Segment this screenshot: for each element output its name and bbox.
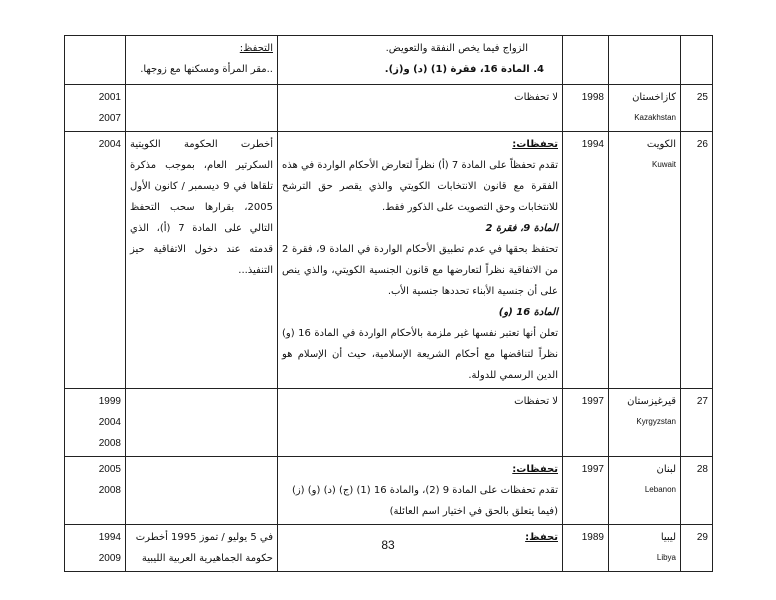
year-cell: 1997 <box>563 389 609 457</box>
number-cell: 25 <box>681 85 713 132</box>
table-row <box>65 36 713 85</box>
year-cell: 1998 <box>563 85 609 132</box>
notes-cell <box>126 457 278 525</box>
page-number: 83 <box>381 538 395 552</box>
country-cell <box>609 36 681 85</box>
reservation-line: 4. المادة 16، فقرة (1) (د) و(ز). <box>384 64 544 75</box>
reservation-paragraph: تقدم تحفظات على المادة 9 (2)، والمادة 16 (1) (ج) (د) (و) (ز) (فيما يتعلق بالحق في اختيار اسم العائلة) <box>291 485 558 517</box>
notes-cell <box>126 85 278 132</box>
number-cell <box>681 36 713 85</box>
dates-cell <box>65 457 126 525</box>
reservations-cell <box>278 389 563 457</box>
date-value: 2008 <box>98 438 121 449</box>
number-cell: 26 <box>681 132 713 389</box>
date-value: 1999 <box>98 396 121 407</box>
country-cell <box>609 457 681 525</box>
reservations-heading: تحفظات: <box>512 139 558 150</box>
year-cell: 1997 <box>563 457 609 525</box>
country-name-en: Lebanon <box>644 485 676 494</box>
reservation-line: لا تحفظات <box>514 396 558 407</box>
dates-cell <box>65 389 126 457</box>
year-cell <box>563 36 609 85</box>
country-name-en: Kuwait <box>651 160 676 169</box>
reservation-paragraph: تعلن أنها تعتبر نفسها غير ملزمة بالأحكام الواردة في المادة 16 (و) نظراً لتناقضها مع أحكام الشريعة الإسلامية، حيث أن الإسلام هو الدين الرسمي للدولة. <box>282 328 558 381</box>
year-cell: 1994 <box>563 132 609 389</box>
reservations-cell <box>278 457 563 525</box>
date-value: 1994 <box>98 532 121 543</box>
country-name-en: Kyrgyzstan <box>636 417 676 426</box>
notes-text: في 5 يوليو / تموز 1995 أخطرت حكومة الجماهيرية العربية الليبية <box>135 532 273 564</box>
country-cell <box>609 389 681 457</box>
country-name-ar: قيرغيزستان <box>627 396 676 407</box>
date-value: 2004 <box>98 139 121 150</box>
country-cell <box>609 85 681 132</box>
country-name-ar: كازاخستان <box>632 92 676 103</box>
date-value: 2005 <box>98 464 121 475</box>
reservation-line: الزواج فيما يخص النفقة والتعويض. <box>385 43 528 54</box>
reservation-subheading: المادة 16 (و) <box>498 307 558 318</box>
reservations-heading: تحفظ: <box>525 532 558 543</box>
notes-heading: التحفظ: <box>239 43 273 54</box>
date-value: 2008 <box>98 485 121 496</box>
date-value: 2009 <box>98 553 121 564</box>
reservations-cell <box>278 132 563 389</box>
reservation-paragraph: تحتفظ بحقها في عدم تطبيق الأحكام الواردة في المادة 9، فقرة 2 من الاتفاقية نظراً لتعارضها مع قانون الجنسية الكويتي، والذي ينص على أن جنسية الأبناء تحددها جنسية الأب. <box>282 244 558 297</box>
reservation-subheading: المادة 9، فقرة 2 <box>485 223 558 234</box>
notes-text: ..مقر المرأة ومسكنها مع زوجها. <box>140 64 273 75</box>
country-name-en: Kazakhstan <box>634 113 676 122</box>
country-name-en: Libya <box>656 553 676 562</box>
reservations-cell <box>278 36 563 85</box>
number-cell: 29 <box>681 525 713 572</box>
date-value: 2007 <box>98 113 121 124</box>
reservations-table <box>64 35 713 572</box>
notes-text: أخطرت الحكومة الكويتية السكرتير العام، بموجب مذكرة تلقاها في 9 ديسمبر / كانون الأول 2005، بقرارها سحب التحفظ التالي على المادة 7 (أ)، الذي قدمته عند دخول الاتفاقية حيز التنفيذ... <box>130 139 274 276</box>
dates-cell <box>65 85 126 132</box>
dates-cell <box>65 132 126 389</box>
country-name-ar: لبنان <box>656 464 676 475</box>
notes-cell <box>126 132 278 389</box>
table-row <box>65 457 713 525</box>
number-cell: 28 <box>681 457 713 525</box>
table-row <box>65 132 713 389</box>
country-name-ar: الكويت <box>646 139 676 150</box>
number-cell: 27 <box>681 389 713 457</box>
reservations-cell <box>278 85 563 132</box>
reservations-heading: تحفظات: <box>512 464 558 475</box>
country-cell <box>609 132 681 389</box>
year-cell: 1989 <box>563 525 609 572</box>
reservation-paragraph: تقدم تحفظاً على المادة 7 (أ) نظراً لتعارض الأحكام الواردة في هذه الفقرة مع قانون الانتخابات الكويتي والذي يقصر حق الترشح للانتخابات وحق التصويت على الذكور فقط. <box>282 160 558 213</box>
country-name-ar: ليبيا <box>660 532 676 543</box>
table-row <box>65 389 713 457</box>
date-value: 2004 <box>98 417 121 428</box>
date-value: 2001 <box>98 92 121 103</box>
notes-cell <box>126 389 278 457</box>
notes-cell <box>126 36 278 85</box>
dates-cell <box>65 36 126 85</box>
reservation-line: لا تحفظات <box>514 92 558 103</box>
table-row <box>65 85 713 132</box>
